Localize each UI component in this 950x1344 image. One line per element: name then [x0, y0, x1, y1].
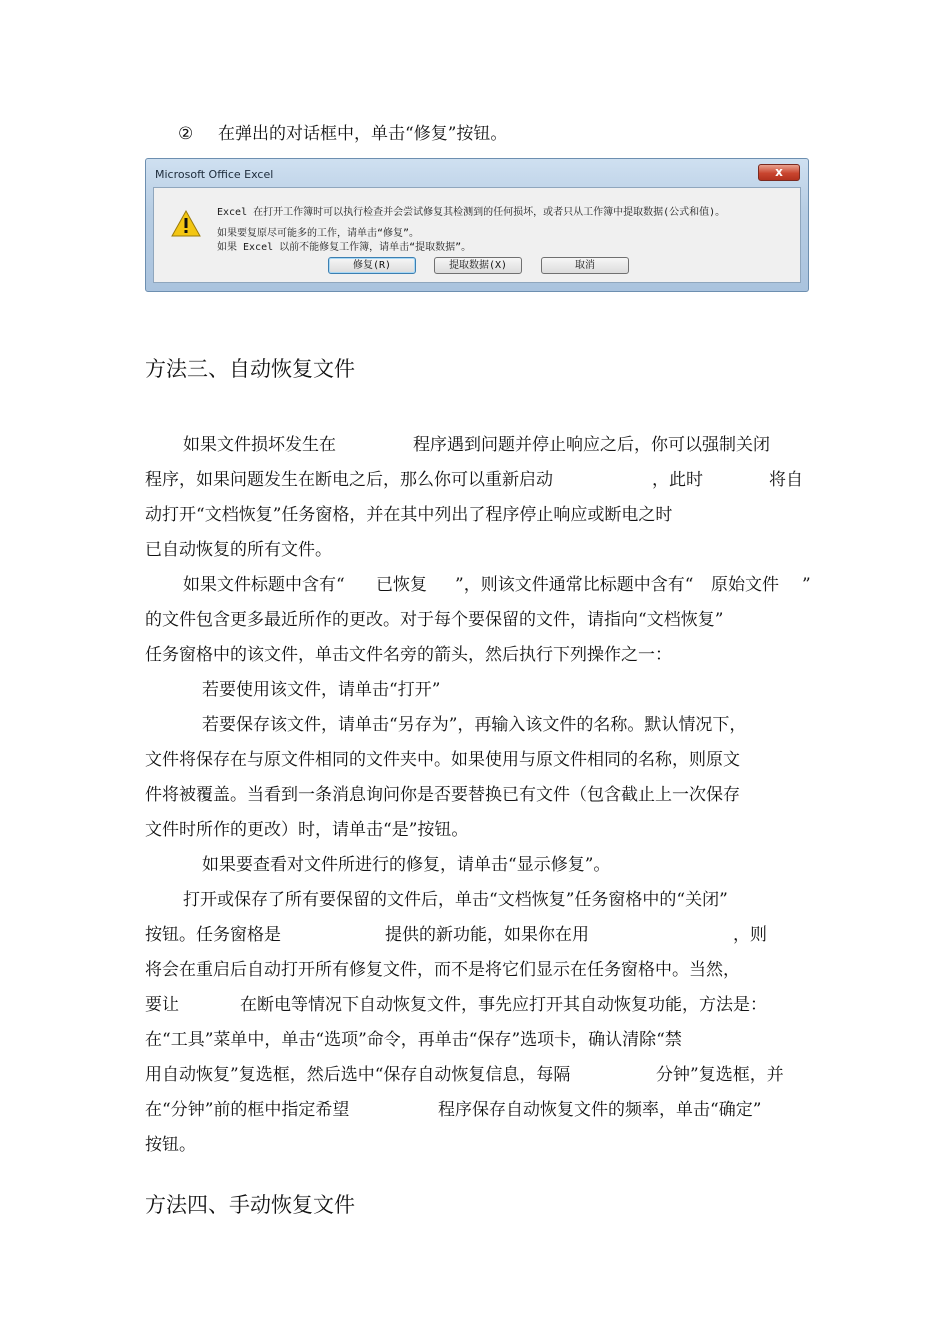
paragraph-text: ”，则该文件通常比标题中含有“ — [455, 575, 694, 595]
close-button[interactable]: x — [758, 164, 800, 181]
paragraph-text: 若要使用该文件，请单击“打开” — [202, 680, 441, 700]
paragraph-text: 任务窗格中的该文件，单击文件名旁的箭头，然后执行下列操作之一： — [145, 645, 672, 665]
dialog-message-line: Excel 在打开工作簿时可以执行检查并会尝试修复其检测到的任何损坏，或者只从工作簿中提取数据(公式和值)。 — [217, 207, 726, 218]
paragraph-text: 的文件包含更多最近所作的更改。对于每个要保留的文件，请指向“文档恢复” — [145, 610, 724, 630]
paragraph-text: 要让 — [145, 995, 179, 1015]
cancel-button[interactable]: 取消 — [541, 257, 629, 274]
step-text: 在弹出的对话框中，单击“修复”按钮。 — [218, 124, 508, 144]
paragraph-text: 程序，如果问题发生在断电之后，那么你可以重新启动 — [145, 470, 553, 490]
dialog-title: Microsoft Office Excel — [155, 168, 274, 181]
paragraph-text: 将会在重启后自动打开所有修复文件，而不是将它们显示在任务窗格中。当然， — [145, 960, 740, 980]
paragraph-text: 如果文件损坏发生在 — [183, 435, 336, 455]
paragraph-text: 如果要查看对文件所进行的修复，请单击“显示修复”。 — [202, 855, 611, 875]
paragraph-text: 若要保存该文件，请单击“另存为”，再输入该文件的名称。默认情况下， — [202, 715, 747, 735]
paragraph-text: 文件将保存在与原文件相同的文件夹中。如果使用与原文件相同的名称，则原文 — [145, 750, 740, 770]
paragraph-text: 按钮。任务窗格是 — [145, 925, 281, 945]
paragraph-text: 件将被覆盖。当看到一条消息询问你是否要替换已有文件（包含截止上一次保存 — [145, 785, 740, 805]
paragraph-text: 原始文件 — [711, 575, 779, 595]
step-marker: ② — [178, 124, 194, 144]
paragraph-text: 在“分钟”前的框中指定希望 — [145, 1100, 350, 1120]
paragraph-text: 文件时所作的更改）时，请单击“是”按钮。 — [145, 820, 469, 840]
excel-repair-dialog — [145, 158, 809, 292]
section-heading: 方法三、自动恢复文件 — [145, 357, 355, 381]
paragraph-text: 在“工具”菜单中，单击“选项”命令，再单击“保存”选项卡，确认清除“禁 — [145, 1030, 682, 1050]
paragraph-text: 程序保存自动恢复文件的频率，单击“确定” — [438, 1100, 762, 1120]
paragraph-text: 已恢复 — [376, 575, 427, 595]
paragraph-text: 程序遇到问题并停止响应之后，你可以强制关闭 — [413, 435, 770, 455]
dialog-body — [153, 187, 801, 283]
section-heading: 方法四、手动恢复文件 — [145, 1193, 355, 1217]
dialog-message-line: 如果要复原尽可能多的工作，请单击“修复”。 — [217, 228, 420, 239]
paragraph-text: 已自动恢复的所有文件。 — [145, 540, 332, 560]
dialog-message-line: 如果 Excel 以前不能修复工作簿，请单击“提取数据”。 — [217, 242, 472, 253]
paragraph-text: 在断电等情况下自动恢复文件，事先应打开其自动恢复功能，方法是： — [240, 995, 767, 1015]
paragraph-text: 用自动恢复”复选框，然后选中“保存自动恢复信息，每隔 — [145, 1065, 571, 1085]
paragraph-text: 打开或保存了所有要保留的文件后，单击“文档恢复”任务窗格中的“关闭” — [183, 890, 728, 910]
paragraph-text: ” — [802, 575, 811, 595]
step-instruction — [178, 122, 507, 146]
warning-icon — [171, 210, 201, 238]
repair-button[interactable]: 修复(R) — [328, 257, 416, 274]
paragraph-text: ，则 — [733, 925, 767, 945]
paragraph-text: 将自 — [769, 470, 803, 490]
extract-data-button[interactable]: 提取数据(X) — [434, 257, 522, 274]
paragraph-text: 提供的新功能，如果你在用 — [385, 925, 589, 945]
paragraph-text: 如果文件标题中含有“ — [183, 575, 345, 595]
paragraph-text: 动打开“文档恢复”任务窗格，并在其中列出了程序停止响应或断电之时 — [145, 505, 673, 525]
paragraph-text: 分钟”复选框，并 — [656, 1065, 784, 1085]
paragraph-text: 按钮。 — [145, 1135, 196, 1155]
paragraph-text: ，此时 — [652, 470, 703, 490]
